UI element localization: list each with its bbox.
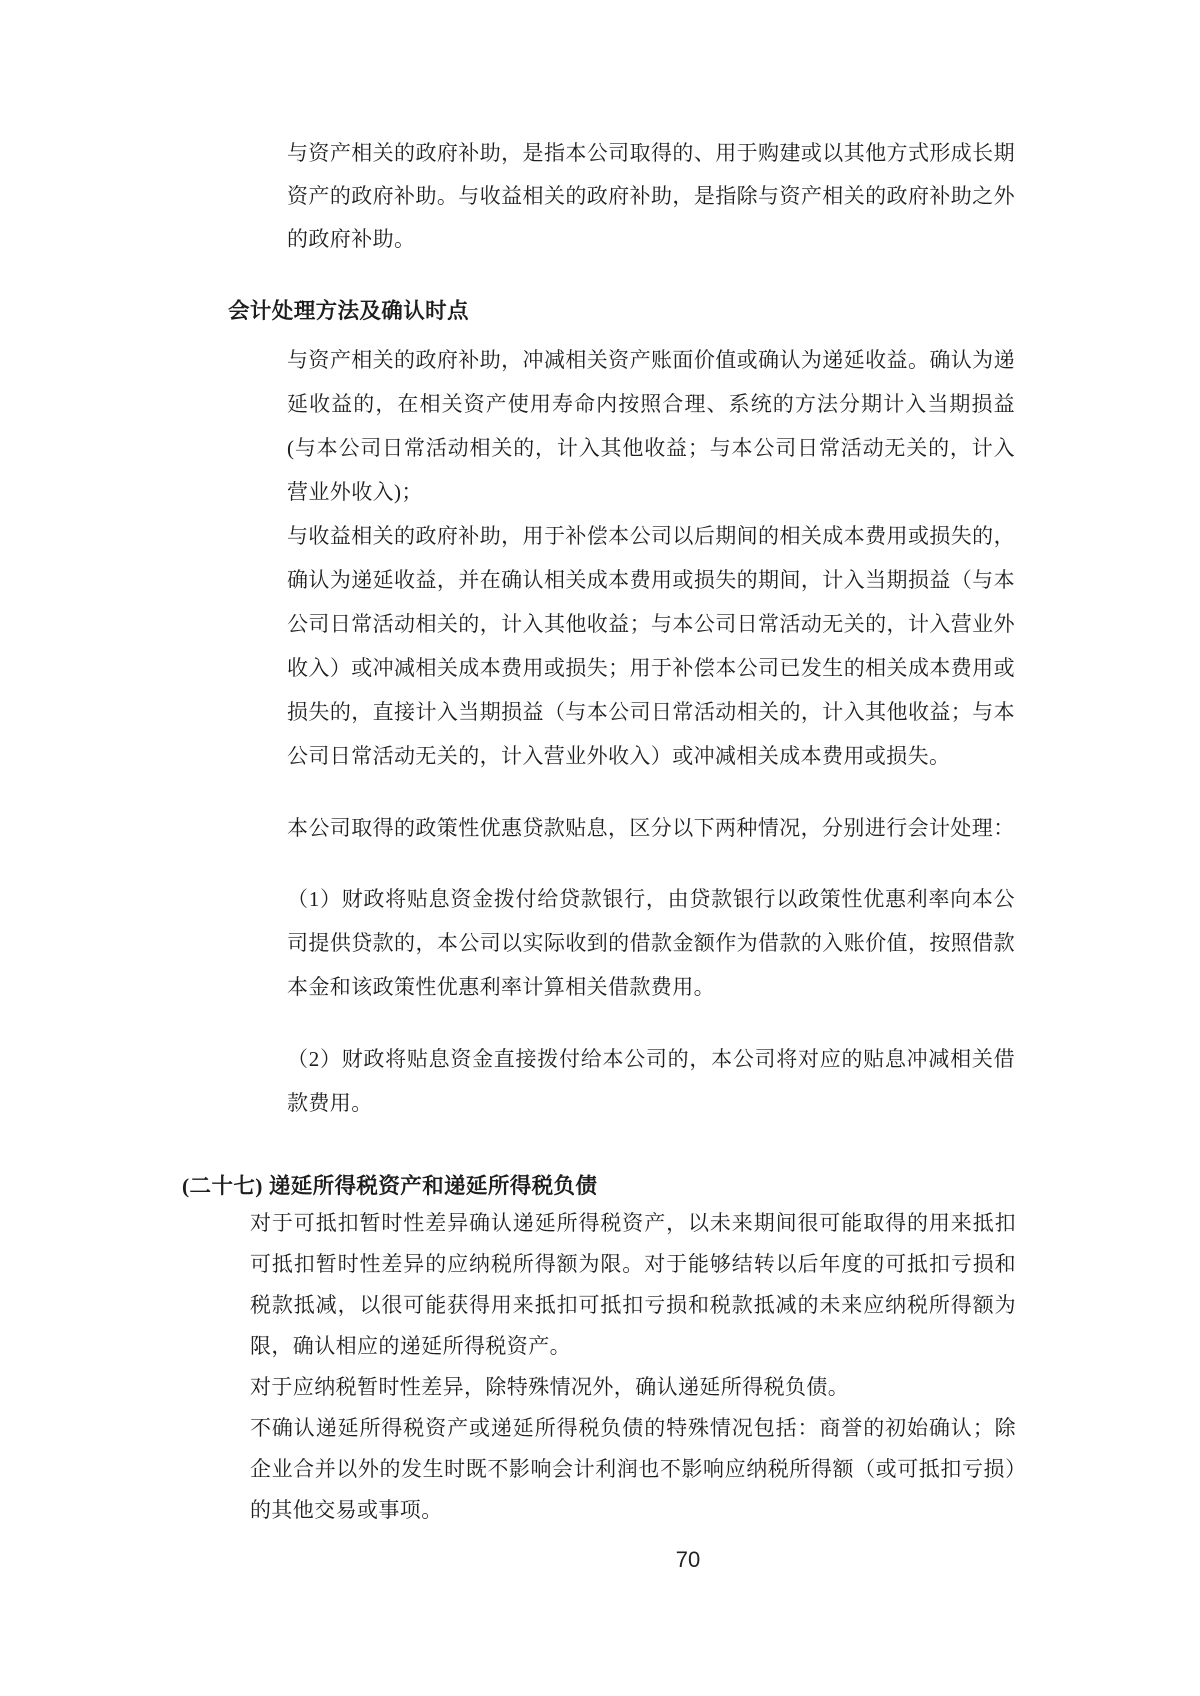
paragraph-group-grant-treatment — [287, 338, 1015, 778]
paragraph-policy-loan-discount: 本公司取得的政策性优惠贷款贴息，区分以下两种情况，分别进行会计处理： — [287, 816, 1015, 840]
section-27-number: (二十七) — [182, 1174, 263, 1198]
paragraph-deferred-tax-exceptions: 不确认递延所得税资产或递延所得税负债的特殊情况包括：商誉的初始确认；除企业合并以外的发生时既不影响会计利润也不影响应纳税所得额（或可抵扣亏损）的其他交易或事项。 — [250, 1416, 1016, 1522]
paragraph-asset-related-grant: 与资产相关的政府补助，冲减相关资产账面价值或确认为递延收益。确认为递延收益的，在相关资产使用寿命内按照合理、系统的方法分期计入当期损益(与本公司日常活动相关的，计入其他收益；与本公司日常活动无关的，计入营业外收入)； — [287, 348, 1015, 504]
heading-section-27 — [182, 1170, 597, 1202]
paragraph-case-2: （2）财政将贴息资金直接拨付给本公司的，本公司将对应的贴息冲减相关借款费用。 — [287, 1047, 1015, 1115]
paragraph-group-deferred-tax — [250, 1203, 1016, 1531]
heading-accounting-treatment: 会计处理方法及确认时点 — [228, 299, 469, 323]
paragraph-case-1: （1）财政将贴息资金拨付给贷款银行，由贷款银行以政策性优惠利率向本公司提供贷款的，本公司以实际收到的借款金额作为借款的入账价值，按照借款本金和该政策性优惠利率计算相关借款费用。 — [287, 887, 1015, 999]
paragraph-government-grant-definition: 与资产相关的政府补助，是指本公司取得的、用于购建或以其他方式形成长期资产的政府补助。与收益相关的政府补助，是指除与资产相关的政府补助之外的政府补助。 — [287, 141, 1015, 251]
page-number: 70 — [675, 1547, 701, 1572]
paragraph-deferred-tax-liabilities: 对于应纳税暂时性差异，除特殊情况外，确认递延所得税负债。 — [250, 1375, 850, 1399]
section-27-title: 递延所得税资产和递延所得税负债 — [268, 1174, 598, 1198]
paragraph-income-related-grant: 与收益相关的政府补助，用于补偿本公司以后期间的相关成本费用或损失的，确认为递延收益，并在确认相关成本费用或损失的期间，计入当期损益（与本公司日常活动相关的，计入其他收益；与本公司日常活动无关的，计入营业外收入）或冲减相关成本费用或损失；用于补偿本公司已发生的相关成本费用或损失的，直接计入当期损益（与本公司日常活动相关的，计入其他收益；与本公司日常活动无关的，计入营业外收入）或冲减相关成本费用或损失。 — [287, 524, 1015, 768]
paragraph-deferred-tax-assets: 对于可抵扣暂时性差异确认递延所得税资产，以未来期间很可能取得的用来抵扣可抵扣暂时性差异的应纳税所得额为限。对于能够结转以后年度的可抵扣亏损和税款抵减，以很可能获得用来抵扣可抵扣亏损和税款抵减的未来应纳税所得额为限，确认相应的递延所得税资产。 — [250, 1211, 1016, 1358]
